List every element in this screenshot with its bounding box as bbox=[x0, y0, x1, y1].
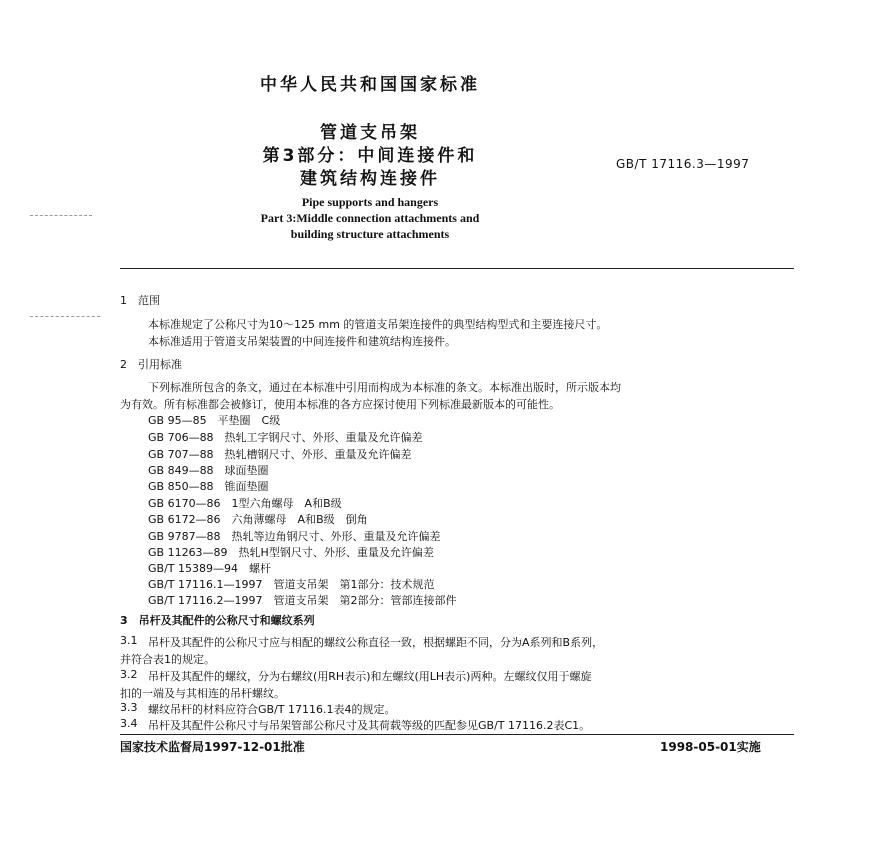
clause-text: 螺纹吊杆的材料应符合GB/T 17116.1表4的规定。 bbox=[148, 703, 396, 716]
section-2-intro-line-2: 为有效。所有标准都会被修订，使用本标准的各方应探讨使用下列标准最新版本的可能性。 bbox=[120, 398, 560, 411]
title-en-line-1: Pipe supports and hangers bbox=[301, 195, 439, 209]
section-2-heading: 2 引用标准 bbox=[120, 358, 182, 371]
implementation-date: 1998-05-01实施 bbox=[660, 740, 761, 754]
clause-label: 3.4 bbox=[120, 717, 138, 730]
section-2-intro-line-1: 下列标准所包含的条文，通过在本标准中引用而构成为本标准的条文。本标准出版时，所示版本均 bbox=[148, 381, 621, 394]
title-en-line-3: building structure attachments bbox=[290, 227, 450, 241]
reference-item: GB 707—88 热轧槽钢尺寸、外形、重量及允许偏差 bbox=[148, 448, 412, 461]
reference-item: GB 11263—89 热轧H型钢尺寸、外形、重量及允许偏差 bbox=[148, 546, 434, 559]
reference-item: GB 9787—88 热轧等边角钢尺寸、外形、重量及允许偏差 bbox=[148, 530, 441, 543]
scan-artifact bbox=[30, 215, 92, 216]
reference-item: GB 95—85 平垫圈 C级 bbox=[148, 414, 281, 427]
reference-item: GB/T 17116.2—1997 管道支吊架 第2部分：管部连接部件 bbox=[148, 594, 457, 607]
clause-text: 并符合表1的规定。 bbox=[120, 653, 215, 666]
clause-text: 扣的一端及与其相连的吊杆螺纹。 bbox=[120, 687, 285, 700]
reference-item: GB 6172—86 六角薄螺母 A和B级 倒角 bbox=[148, 513, 368, 526]
section-1-para-1: 本标准规定了公称尺寸为10～125 mm 的管道支吊架连接件的典型结构型式和主要连接尺寸。 bbox=[148, 318, 608, 331]
clause-text: 吊杆及其配件的螺纹，分为右螺纹(用RH表示)和左螺纹(用LH表示)两种。左螺纹仅用于螺旋 bbox=[148, 670, 592, 683]
reference-item: GB 706—88 热轧工字钢尺寸、外形、重量及允许偏差 bbox=[148, 431, 423, 444]
footer-divider bbox=[120, 734, 794, 735]
title-en-line-2: Part 3:Middle connection attachments and bbox=[260, 211, 480, 225]
section-1-heading: 1 范围 bbox=[120, 294, 160, 307]
clause-text: 吊杆及其配件公称尺寸与吊架管部公称尺寸及其荷载等级的匹配参见GB/T 17116.2表C1。 bbox=[148, 719, 591, 732]
reference-item: GB/T 15389—94 螺杆 bbox=[148, 562, 271, 575]
clause-label: 3.1 bbox=[120, 634, 138, 647]
title-cn-line-1: 管道支吊架 bbox=[320, 123, 420, 143]
reference-item: GB 850—88 锥面垫圈 bbox=[148, 480, 269, 493]
title-cn-line-3: 建筑结构连接件 bbox=[300, 169, 440, 189]
clause-text: 吊杆及其配件的公称尺寸应与相配的螺纹公称直径一致，根据螺距不同，分为A系列和B系列， bbox=[148, 636, 604, 649]
section-3-heading: 3 吊杆及其配件的公称尺寸和螺纹系列 bbox=[120, 614, 315, 627]
reference-item: GB/T 17116.1—1997 管道支吊架 第1部分：技术规范 bbox=[148, 578, 435, 591]
clause-label: 3.2 bbox=[120, 668, 138, 681]
reference-item: GB 6170—86 1型六角螺母 A和B级 bbox=[148, 497, 342, 510]
standard-number: GB/T 17116.3—1997 bbox=[616, 157, 750, 171]
reference-item: GB 849—88 球面垫圈 bbox=[148, 464, 269, 477]
issuing-body: 中华人民共和国国家标准 bbox=[260, 75, 480, 95]
clause-label: 3.3 bbox=[120, 701, 138, 714]
header-divider bbox=[120, 268, 794, 269]
scan-artifact bbox=[30, 316, 100, 317]
approval-date: 国家技术监督局1997-12-01批准 bbox=[120, 740, 305, 754]
title-cn-line-2: 第3部分：中间连接件和 bbox=[262, 146, 478, 166]
section-1-para-2: 本标准适用于管道支吊架装置的中间连接件和建筑结构连接件。 bbox=[148, 335, 456, 348]
